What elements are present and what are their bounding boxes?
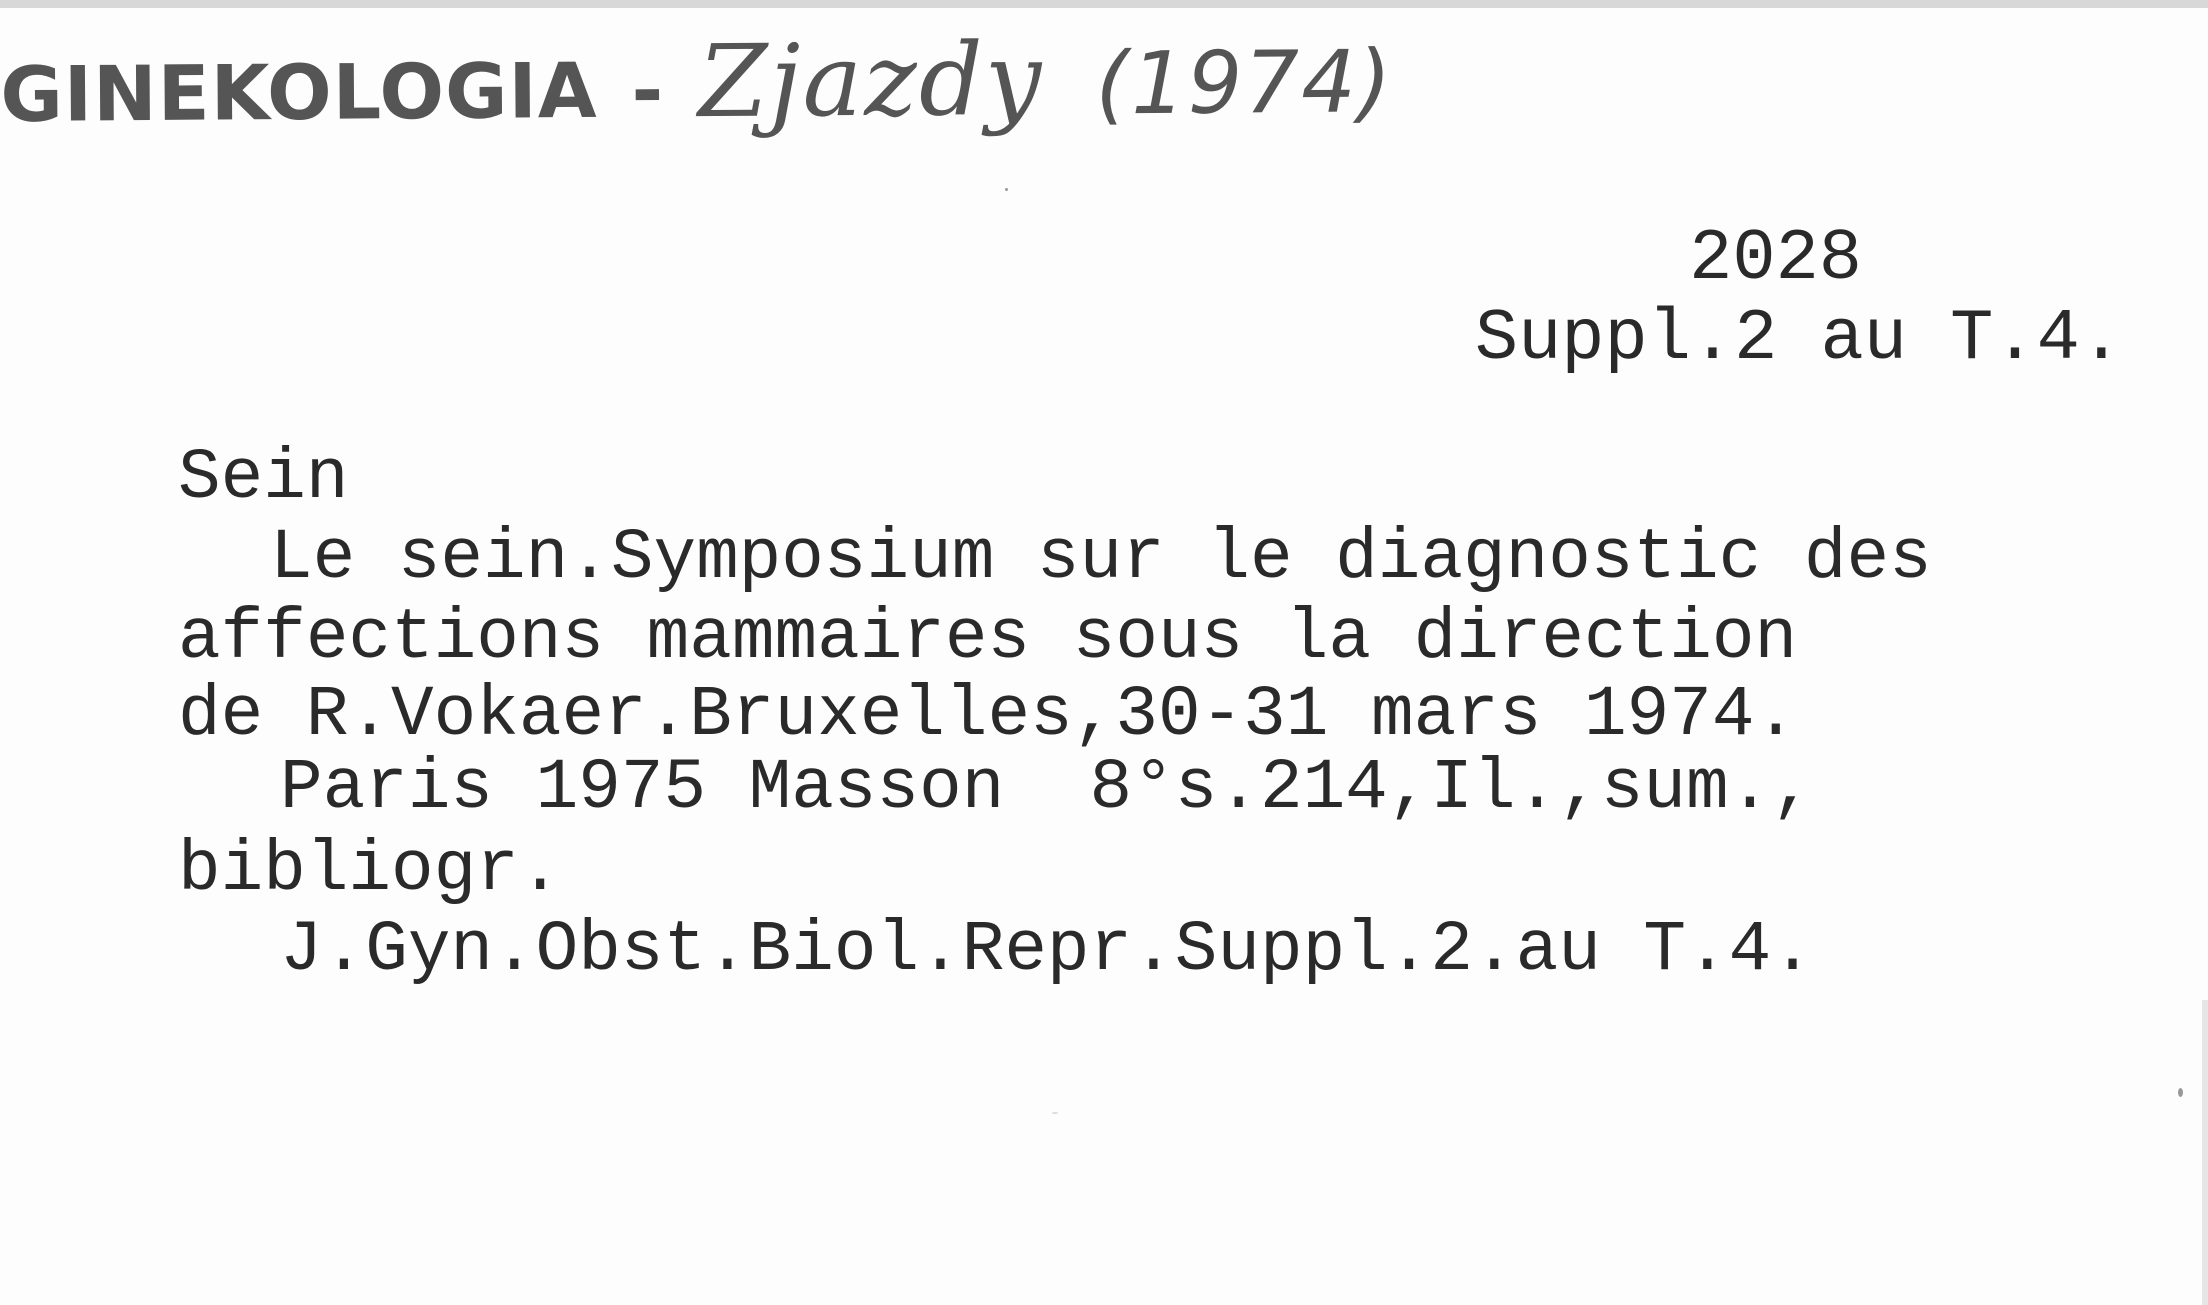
- reference-supplement: Suppl.2 au T.4.: [1474, 298, 2123, 380]
- paper-fleck: [1052, 1112, 1058, 1114]
- heading-year: (1974): [1095, 32, 1394, 135]
- heading-subject: GINEKOLOGIA: [0, 45, 598, 139]
- entry-line: de R.Vokaer.Bruxelles,30-31 mars 1974.: [178, 676, 1798, 756]
- entry-line: affections mammaires sous la direction: [178, 599, 1798, 679]
- entry-line: Paris 1975 Masson 8°s.214,Il.,sum.,: [280, 749, 1814, 829]
- handwritten-heading: [0, 18, 1394, 145]
- heading-category: Zjazdy: [697, 20, 1044, 141]
- heading-separator: -: [631, 45, 665, 135]
- subject-heading: Sein: [178, 439, 349, 519]
- reference-number: 2028: [1689, 218, 1862, 300]
- paper-fleck: [2178, 1088, 2183, 1097]
- paper-fleck: [1005, 188, 1008, 191]
- entry-line: Le sein.Symposium sur le diagnostic des: [270, 519, 1932, 599]
- entry-line: J.Gyn.Obst.Biol.Repr.Suppl.2.au T.4.: [280, 911, 1814, 991]
- entry-line: bibliogr.: [178, 831, 562, 911]
